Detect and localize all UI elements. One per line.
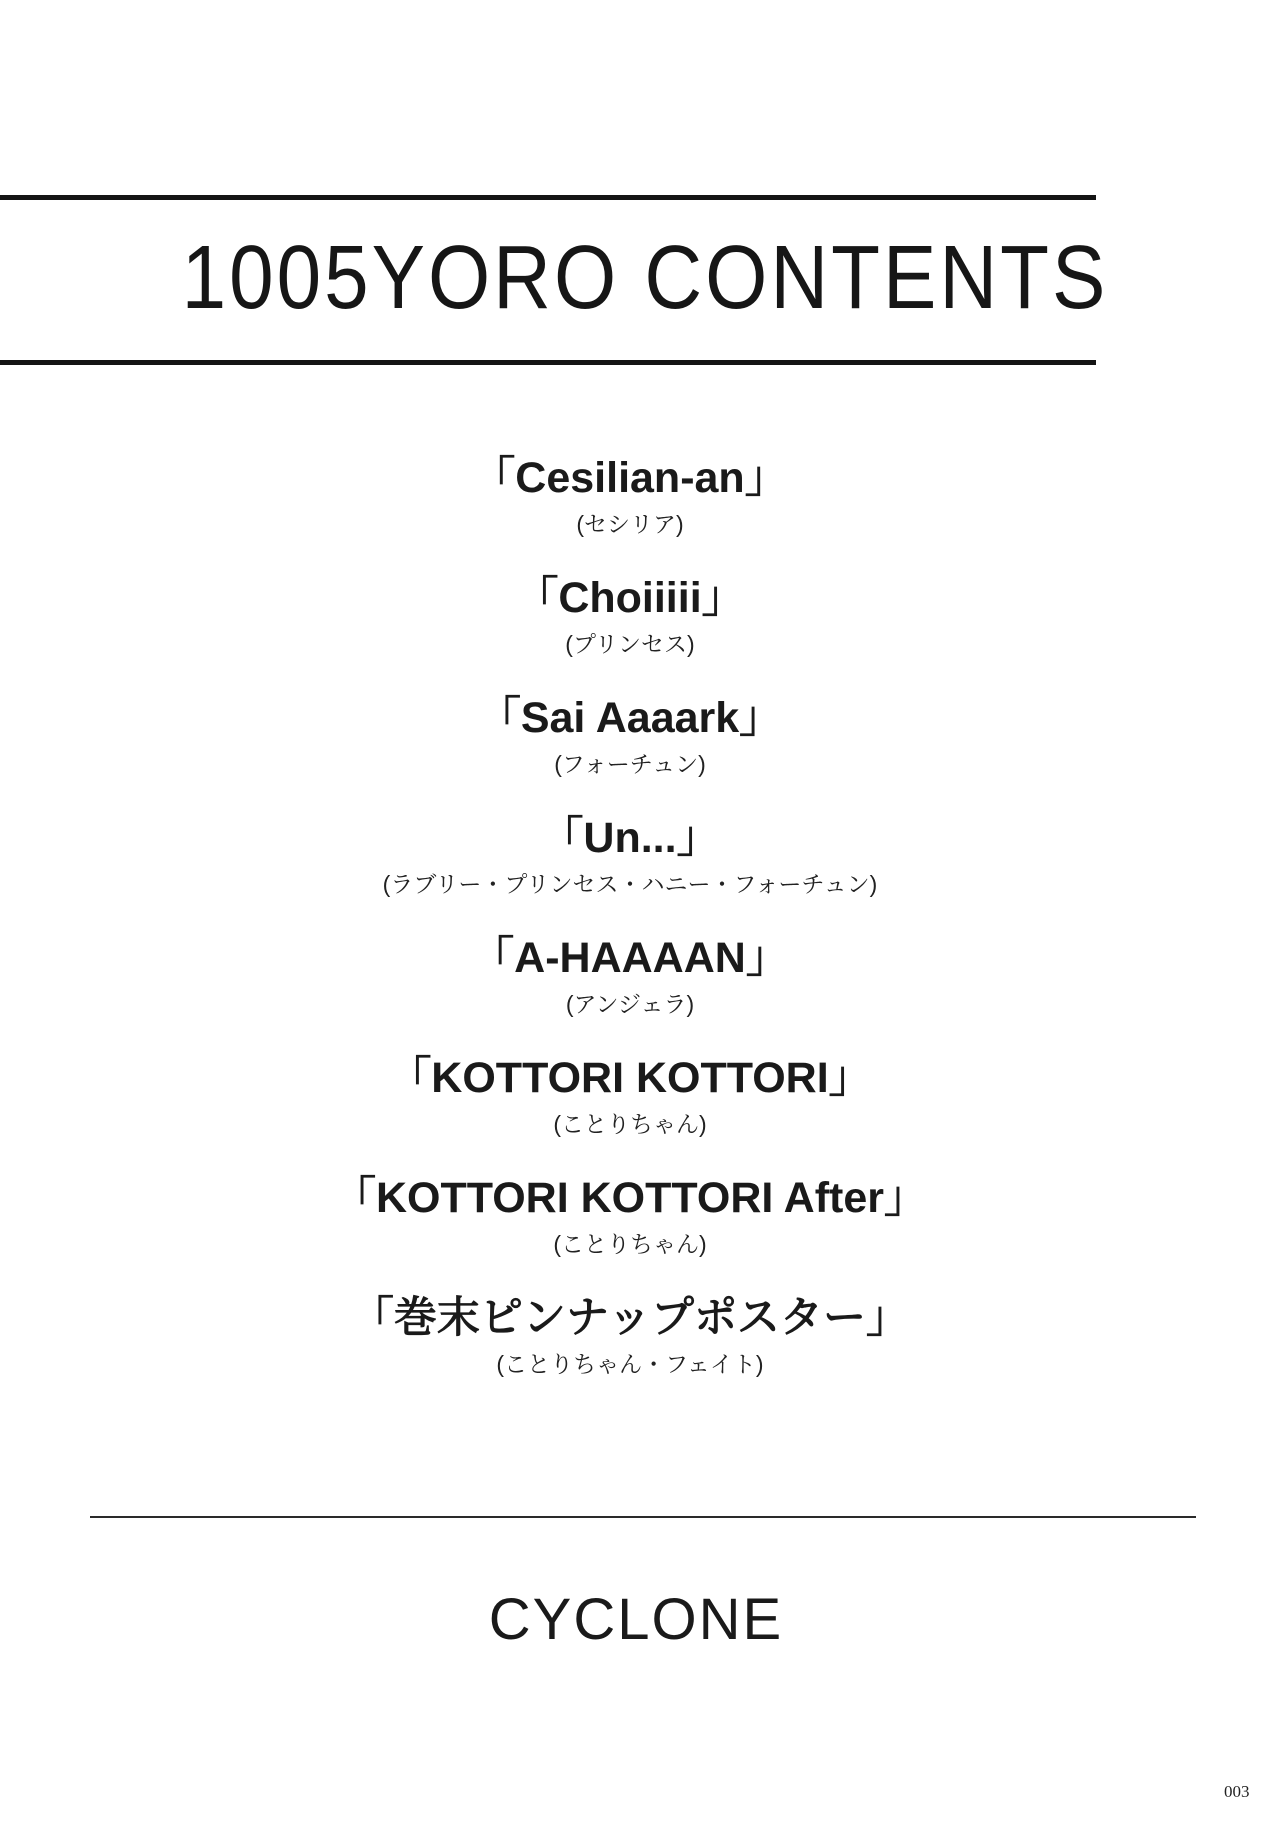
- toc-entry-title: 「KOTTORI KOTTORI After」: [332, 1174, 928, 1222]
- footer-divider: [90, 1516, 1196, 1518]
- toc-entry: [0, 692, 1260, 812]
- toc-entry-subtitle: (ことりちゃん): [553, 1111, 707, 1137]
- toc-entry-subtitle: (プリンセス): [565, 631, 695, 657]
- toc-entry: [0, 1172, 1260, 1292]
- toc-entry-subtitle: (ことりちゃん・フェイト): [496, 1351, 764, 1377]
- header-bottom-rule: [0, 360, 1096, 365]
- toc-entry-title: 「Un...」: [540, 814, 720, 862]
- toc-entry-title: 「A-HAAAAN」: [471, 934, 789, 982]
- header-top-rule: [0, 195, 1096, 200]
- toc-entry-title: 「Cesilian-an」: [472, 454, 788, 502]
- toc-entry-title: 「Sai Aaaark」: [477, 694, 783, 742]
- toc-entry: [0, 452, 1260, 572]
- page-title: 1005YORO CONTENTS: [181, 227, 1109, 328]
- toc-entry: [0, 812, 1260, 932]
- toc-entry-subtitle: (ことりちゃん): [553, 1231, 707, 1257]
- toc-entry-title: 「KOTTORI KOTTORI」: [388, 1054, 872, 1102]
- toc-entry: [0, 1052, 1260, 1172]
- toc-entry-subtitle: (ラブリー・プリンセス・ハニー・フォーチュン): [382, 871, 878, 897]
- toc-entry-title: 「Choiiiii」: [515, 574, 745, 622]
- toc-list: [0, 452, 1260, 1412]
- toc-entry: [0, 572, 1260, 692]
- circle-name: CYCLONE: [488, 1587, 784, 1652]
- toc-entry-title: 「巻末ピンナップポスター」: [350, 1294, 910, 1342]
- toc-entry: [0, 1292, 1260, 1412]
- toc-entry-subtitle: (フォーチュン): [554, 751, 706, 777]
- page-number: 003: [1224, 1782, 1250, 1801]
- toc-entry: [0, 932, 1260, 1052]
- toc-entry-subtitle: (アンジェラ): [565, 991, 695, 1017]
- toc-entry-subtitle: (セシリア): [576, 511, 684, 537]
